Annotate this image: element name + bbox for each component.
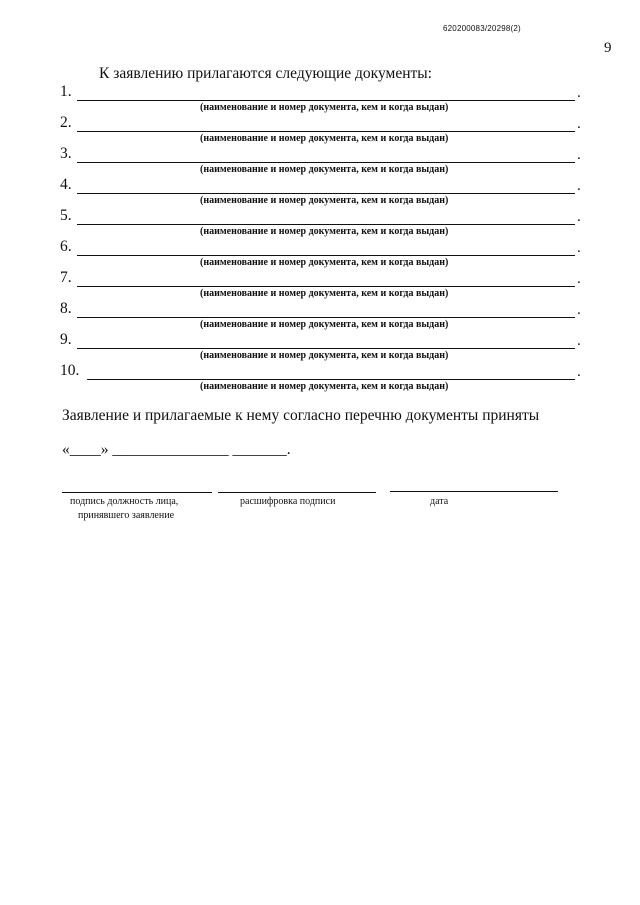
- line-end-period: .: [577, 333, 581, 349]
- attachment-caption: (наименование и номер документа, кем и когда выдан): [200, 288, 449, 299]
- attachment-row: [60, 331, 590, 363]
- attachment-row: [60, 83, 590, 115]
- line-end-period: .: [577, 364, 581, 380]
- attachment-caption: (наименование и номер документа, кем и когда выдан): [200, 350, 449, 361]
- line-end-period: .: [577, 147, 581, 163]
- attachment-fill-line: [77, 348, 575, 349]
- attachment-number: 6.: [60, 238, 72, 255]
- line-end-period: .: [577, 178, 581, 194]
- line-end-period: .: [577, 302, 581, 318]
- line-end-period: .: [577, 271, 581, 287]
- page-number: 9: [604, 40, 612, 56]
- attachment-fill-line: [87, 379, 575, 380]
- attachment-caption: (наименование и номер документа, кем и когда выдан): [200, 102, 449, 113]
- attachment-row: [60, 176, 590, 208]
- attachment-caption: (наименование и номер документа, кем и когда выдан): [200, 164, 449, 175]
- signature-decoding-caption: расшифровка подписи: [240, 496, 336, 507]
- attachment-caption: (наименование и номер документа, кем и когда выдан): [200, 226, 449, 237]
- attachment-row: [60, 207, 590, 239]
- attachment-row: [60, 145, 590, 177]
- attachment-number: 4.: [60, 176, 72, 193]
- acceptance-date-field: «____» _______________ _______.: [62, 441, 291, 458]
- date-caption: дата: [430, 496, 449, 507]
- attachment-fill-line: [77, 317, 575, 318]
- signature-caption-line1: подпись должность лица,: [70, 496, 179, 507]
- attachment-number: 7.: [60, 269, 72, 286]
- attachment-caption: (наименование и номер документа, кем и когда выдан): [200, 319, 449, 330]
- attachment-number: 3.: [60, 145, 72, 162]
- document-number: 620200083/20298(2): [443, 24, 521, 33]
- attachment-number: 2.: [60, 114, 72, 131]
- attachment-number: 1.: [60, 83, 72, 100]
- attachment-number: 5.: [60, 207, 72, 224]
- attachment-number: 8.: [60, 300, 72, 317]
- attachment-row: [60, 238, 590, 270]
- attachment-row: [60, 269, 590, 301]
- attachment-caption: (наименование и номер документа, кем и когда выдан): [200, 133, 449, 144]
- date-line: [390, 491, 558, 492]
- line-end-period: .: [577, 85, 581, 101]
- attachment-caption: (наименование и номер документа, кем и когда выдан): [200, 195, 449, 206]
- attachment-fill-line: [77, 162, 575, 163]
- attachment-fill-line: [77, 286, 575, 287]
- attachment-row: [60, 300, 590, 332]
- attachment-number: 10.: [60, 362, 80, 379]
- attachments-heading: К заявлению прилагаются следующие документы:: [99, 65, 432, 82]
- signature-caption-line2: принявшего заявление: [78, 510, 175, 521]
- signature-decoding-line: [218, 492, 376, 493]
- attachment-fill-line: [77, 224, 575, 225]
- line-end-period: .: [577, 209, 581, 225]
- attachment-caption: (наименование и номер документа, кем и когда выдан): [200, 257, 449, 268]
- signature-line: [62, 492, 212, 493]
- attachment-number: 9.: [60, 331, 72, 348]
- attachment-row: [60, 114, 590, 146]
- attachment-fill-line: [77, 193, 575, 194]
- line-end-period: .: [577, 240, 581, 256]
- attachment-fill-line: [77, 131, 575, 132]
- attachment-fill-line: [77, 255, 575, 256]
- acceptance-text: Заявление и прилагаемые к нему согласно перечню документы приняты: [62, 407, 540, 424]
- attachment-row: [60, 362, 590, 394]
- line-end-period: .: [577, 116, 581, 132]
- attachment-fill-line: [77, 100, 575, 101]
- attachment-caption: (наименование и номер документа, кем и когда выдан): [200, 381, 449, 392]
